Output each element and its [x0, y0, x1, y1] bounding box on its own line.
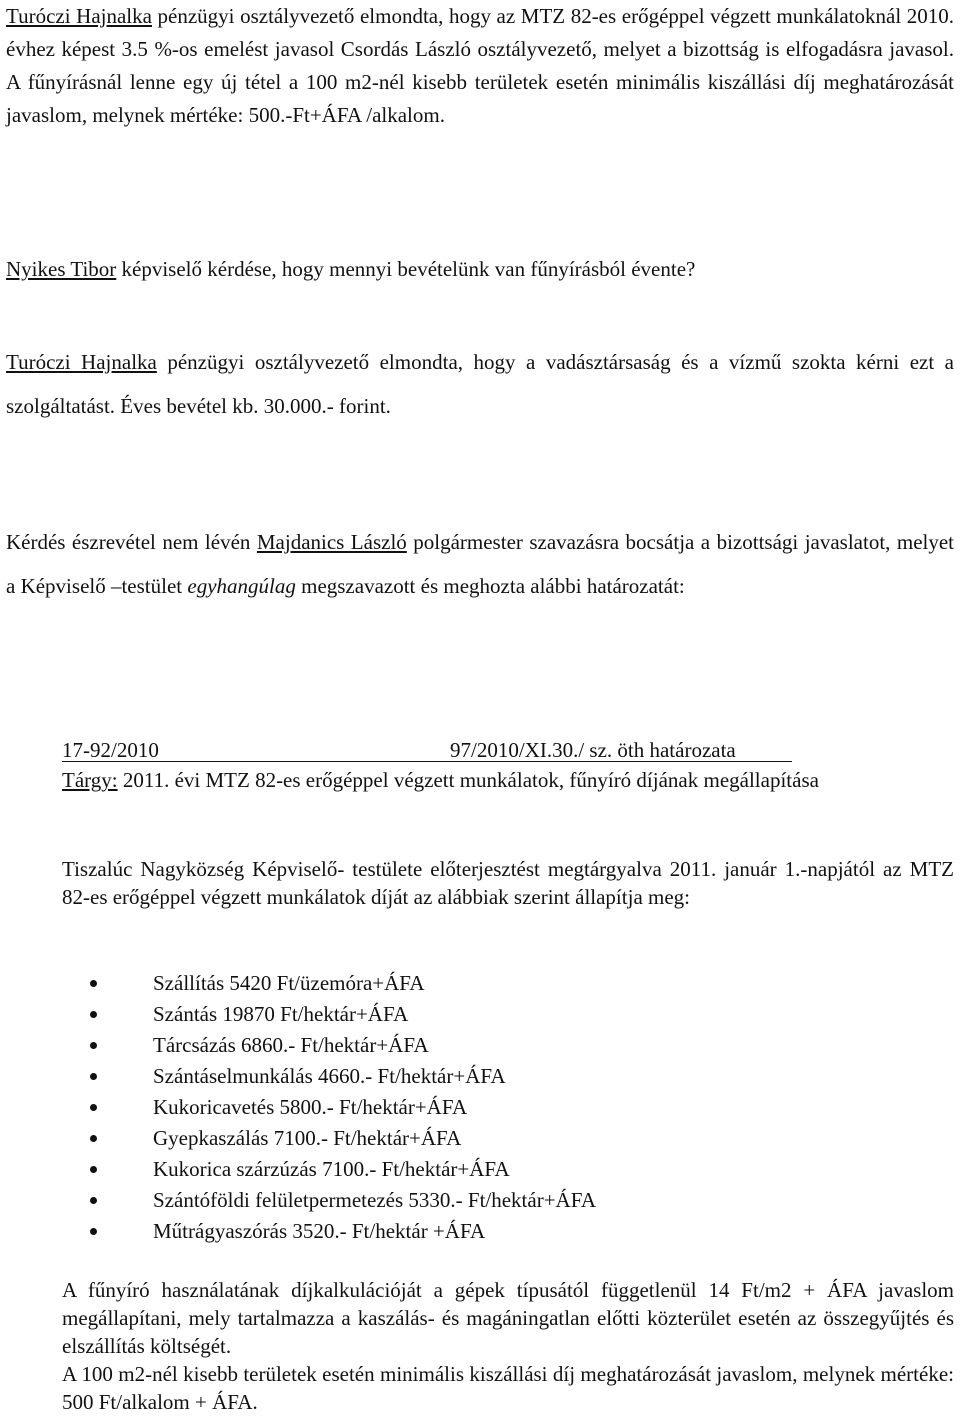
list-item: Kukorica szárzúzás 7100.- Ft/hektár+ÁFA — [90, 1154, 596, 1185]
subject-text: 2011. évi MTZ 82-es erőgéppel végzett munkálatok, fűnyíró díjának megállapítása — [117, 768, 819, 792]
list-item: Tárcsázás 6860.- Ft/hektár+ÁFA — [90, 1030, 596, 1061]
speaker-name: Nyikes Tibor — [6, 257, 117, 281]
paragraph-text: megszavazott és meghozta alábbi határozatát: — [295, 574, 685, 598]
list-item: Gyepkaszálás 7100.- Ft/hektár+ÁFA — [90, 1123, 596, 1154]
bullet-icon — [90, 1135, 97, 1142]
resolution-closing — [62, 1276, 954, 1416]
header-underline — [62, 761, 792, 762]
speaker-name: Turóczi Hajnalka — [6, 4, 152, 28]
bullet-icon — [90, 1166, 97, 1173]
bullet-icon — [90, 980, 97, 987]
list-item: Szántóföldi felületpermetezés 5330.- Ft/hektár+ÁFA — [90, 1185, 596, 1216]
bullet-icon — [90, 1073, 97, 1080]
vote-result: egyhangúlag — [187, 574, 296, 598]
closing-paragraph: A 100 m2-nél kisebb területek esetén minimális kiszállási díj meghatározását javaslom, melynek mértéke: 500 Ft/alkalom + ÁFA. — [62, 1362, 954, 1414]
bullet-icon — [90, 1228, 97, 1235]
bullet-icon — [90, 1011, 97, 1018]
resolution-left-number: 17-92/2010 — [62, 738, 159, 762]
paragraph-fee-proposal — [6, 0, 954, 132]
closing-paragraph: A fűnyíró használatának díjkalkulációját a gépek típusától függetlenül 14 Ft/m2 + ÁFA javaslom megállapítani, mely tartalmazza a kaszálás- és magáningatlan előtti közterület esetén az összegyűjtés és elszállítás költségét. — [62, 1278, 954, 1358]
bullet-icon — [90, 1042, 97, 1049]
list-item: Műtrágyaszórás 3520.- Ft/hektár +ÁFA — [90, 1216, 596, 1247]
paragraph-text: képviselő kérdése, hogy mennyi bevételünk van fűnyírásból évente? — [116, 257, 696, 281]
resolution-right-number: 97/2010/XI.30./ sz. öth határozata — [450, 738, 736, 762]
subject-label: Tárgy: — [62, 768, 118, 792]
mayor-name: Majdanics László — [256, 530, 407, 554]
paragraph-vote — [6, 520, 954, 608]
resolution-body: Tiszalúc Nagyközség Képviselő- testülete előterjesztést megtárgyalva 2011. január 1.-napjától az MTZ 82-es erőgéppel végzett munkálatok díját az alábbiak szerint állapítja meg: — [62, 857, 954, 909]
paragraph-text: pénzügyi osztályvezető elmondta, hogy a vadásztársaság és a vízmű szokta kérni ezt a szolgáltatást. Éves bevétel kb. 30.000.- forint. — [6, 350, 954, 418]
bullet-icon — [90, 1197, 97, 1204]
price-list — [90, 968, 596, 1247]
list-item: Kukoricavetés 5800.- Ft/hektár+ÁFA — [90, 1092, 596, 1123]
paragraph-question — [6, 253, 954, 286]
list-item: Szántás 19870 Ft/hektár+ÁFA — [90, 999, 596, 1030]
speaker-name: Turóczi Hajnalka — [6, 350, 157, 374]
paragraph-text: Kérdés észrevétel nem lévén — [6, 530, 257, 554]
resolution-header — [62, 736, 954, 764]
paragraph-answer — [6, 340, 954, 428]
paragraph-text: polgármester szavazásra bocsátja a bizottsági javaslatot, melyet a Képviselő –testület — [6, 530, 955, 598]
paragraph-text: pénzügyi osztályvezető elmondta, hogy az MTZ 82-es erőgéppel végzett munkálatoknál 2010. évhez képest 3.5 %-os emelést javasol Csordás László osztályvezető, melyet a bizottság is elfogadásra javasol. A fűnyírásnál lenne egy új tétel a 100 m2-nél kisebb területek esetén minimális kiszállási díj meghatározását javaslom, melynek mértéke: 500.-Ft+ÁFA /alkalom. — [6, 4, 955, 127]
resolution-subject — [62, 766, 954, 794]
bullet-icon — [90, 1104, 97, 1111]
list-item: Szállítás 5420 Ft/üzemóra+ÁFA — [90, 968, 596, 999]
list-item: Szántáselmunkálás 4660.- Ft/hektár+ÁFA — [90, 1061, 596, 1092]
